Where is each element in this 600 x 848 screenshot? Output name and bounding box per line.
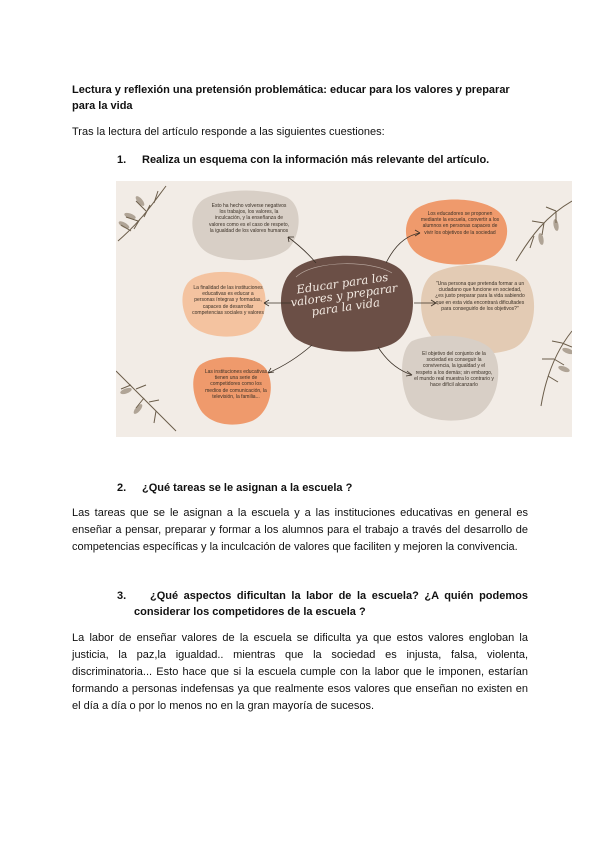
- intro-text: Tras la lectura del artículo responde a las siguientes cuestiones:: [72, 126, 385, 138]
- document-title: Lectura y reflexión una pretensión problemática: educar para los valores y preparar para la vida: [72, 84, 510, 112]
- answer-2: Las tareas que se le asignan a la escuela y a las instituciones educativas en general es enseñar a pensar, preparar y formar a los alumnos para el trabajo a través del desarrollo de competencias específicas y la inculcación de valores que faciliten y mejoren la convivencia.: [72, 507, 528, 553]
- question-text: ¿Qué tareas se le asignan a la escuela ?: [142, 482, 353, 494]
- answer-3: La labor de enseñar valores de la escuela se dificulta ya que estos valores engloban la justicia, la paz,la igualdad.. mientras que la sociedad es injusta, falsa, violenta, discriminatoria... Esto hace que si la escuela cumple con la labor que le imponen, estarían formando a personas indefensas ya que realmente esos valores que enseñan no existen en el día a día o por lo menos no en la gran mayoría de sucesos.: [72, 632, 528, 712]
- concept-map-image: [116, 181, 572, 437]
- question-text: Realiza un esquema con la información más relevante del artículo.: [142, 154, 490, 166]
- bubble-text-right: "Una persona que pretenda formar a un ciudadano que funcione en sociedad, ¿es justo preparar para la vida sabiendo que en esta vida encontrará dificultades para conseguirlo de los objetivos?": [435, 281, 525, 312]
- bubble-text-top-left: Esto ha hecho volverse negativos los trabajos, los valores, la inculcación, y la enseñanza de valores como es el caso de respeto, la igualdad de los valores humanos: [208, 203, 290, 234]
- center-topic: Educar para los valores y preparar para la vida: [289, 269, 399, 319]
- question-number: 3.: [117, 590, 127, 602]
- question-text: ¿Qué aspectos dificultan la labor de la escuela? ¿A quién podemos considerar los competidores de la escuela ?: [134, 590, 528, 618]
- bubble-text-bottom-left: Las instituciones educativas tienen una serie de competidores como los medios de comunicación, la televisión, la familia...: [204, 369, 268, 400]
- bubble-text-left: La finalidad de las instituciones educativas es educar a personas íntegras y formadas, capaces de desarrollar competencias sociales y valores: [192, 285, 264, 316]
- bubble-text-top-right: Los educadores se proponen mediante la escuela, convertir a los alumnos en personas capaces de vivir los objetivos de la sociedad: [420, 211, 500, 236]
- bubble-text-bottom-right: El objetivo del conjunto de la sociedad es conseguir la convivencia, la igualdad y el respeto a los demás; sin embargo, el mundo real muestra lo contrario y hace difícil alcanzarlo: [414, 351, 494, 389]
- question-number: 1.: [117, 154, 127, 166]
- question-number: 2.: [117, 482, 127, 494]
